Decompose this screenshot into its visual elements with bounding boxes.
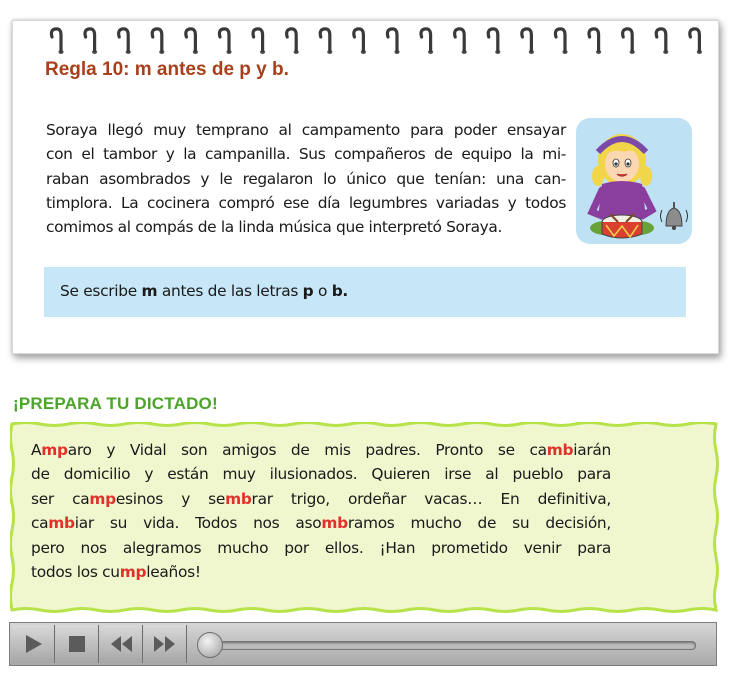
dictation-line	[31, 438, 611, 462]
rule-card	[12, 20, 719, 354]
dictation-title: ¡PREPARA TU DICTADO!	[13, 394, 218, 413]
girl-drum-illustration	[576, 118, 692, 244]
dictation-line	[31, 560, 611, 584]
dictation-line	[31, 487, 611, 511]
stop-button[interactable]	[56, 625, 99, 663]
spiral-ring	[51, 29, 63, 54]
spiral-ring	[387, 29, 399, 54]
spiral-ring	[152, 29, 164, 54]
story-line: timplora. La cocinera compró ese día legumbres variadas y todos	[46, 193, 566, 212]
highlighted-letters: mp	[41, 441, 68, 459]
spiral-binding	[47, 25, 717, 59]
rule-letter-b: b.	[331, 282, 348, 300]
spiral-ring	[119, 29, 131, 54]
highlighted-letters: mb	[546, 441, 574, 459]
spiral-ring	[219, 29, 231, 54]
spiral-ring	[589, 29, 601, 54]
spiral-ring	[287, 29, 299, 54]
rule-title: Regla 10: m antes de p y b.	[45, 59, 289, 80]
fast-forward-button[interactable]	[144, 625, 187, 663]
dictation-line	[31, 511, 611, 535]
audio-player	[9, 622, 717, 666]
rewind-icon	[108, 632, 134, 656]
dictation-text-segment: ca	[31, 514, 49, 533]
spiral-ring	[555, 29, 567, 54]
spiral-ring	[690, 29, 702, 54]
progress-knob[interactable]	[197, 632, 223, 658]
dictation-text-segment: A	[31, 441, 42, 459]
dictation-text-segment: ser ca	[31, 489, 90, 508]
rule-letter-m: m	[141, 282, 158, 300]
dictation-text-segment: esinos y se	[115, 489, 226, 508]
rule-statement	[60, 282, 348, 300]
dictation-text-segment: iar su vida. Todos nos aso	[74, 514, 322, 533]
play-button[interactable]	[12, 625, 55, 663]
spiral-ring	[455, 29, 467, 54]
spiral-ring	[522, 29, 534, 54]
dictation-text-segment: de domicilio y están muy ilusionados. Quieren irse al pueblo para	[31, 465, 611, 484]
rule-text-part: o	[313, 282, 332, 300]
spiral-ring	[85, 29, 97, 54]
dictation-text-segment: rar trigo, ordeñar vacas… En definitiva,	[251, 489, 611, 508]
spiral-ring	[656, 29, 668, 54]
story-line: con el tambor y la campanilla. Sus compañeros de equipo la mi-	[46, 145, 566, 164]
dictation-text-segment: leaños!	[146, 563, 201, 582]
rule-letter-p: p	[302, 282, 314, 300]
spiral-ring	[623, 29, 635, 54]
stop-icon	[65, 632, 89, 656]
spiral-ring	[253, 29, 265, 54]
highlighted-letters: mp	[89, 489, 116, 508]
dictation-text-segment: iarán	[573, 441, 611, 459]
highlighted-letters: mb	[48, 514, 75, 533]
rule-statement-box	[44, 267, 686, 317]
story-line: Soraya llegó muy temprano al campamento para poder ensayar	[46, 121, 566, 139]
highlighted-letters: mb	[225, 489, 252, 508]
highlighted-letters: mb	[321, 514, 348, 533]
fast-forward-icon	[152, 632, 178, 656]
dictation-text-segment: ramos mucho de su decisión,	[347, 514, 611, 533]
dictation-text-segment: pero nos alegramos mucho por ellos. ¡Han prometido venir para	[31, 538, 611, 557]
spiral-ring	[421, 29, 433, 54]
spiral-ring	[488, 29, 500, 54]
rule-text-part: antes de las letras	[157, 282, 303, 300]
rule-text-part: Se escribe	[60, 282, 142, 300]
progress-track[interactable]	[200, 641, 696, 650]
dictation-text	[31, 438, 611, 584]
dictation-text-segment: aro y Vidal son amigos de mis padres. Pronto se ca	[67, 441, 547, 459]
spiral-ring	[186, 29, 198, 54]
spiral-ring	[320, 29, 332, 54]
dictation-line	[31, 536, 611, 560]
spiral-ring	[354, 29, 366, 54]
highlighted-letters: mp	[119, 563, 147, 582]
story-line: comimos al compás de la linda música que interpretó Soraya.	[46, 218, 503, 237]
play-icon	[21, 632, 45, 656]
dictation-text-segment: todos los cu	[31, 563, 120, 582]
dictation-line	[31, 462, 611, 486]
rewind-button[interactable]	[100, 625, 143, 663]
story-line: raban asombrados y le regalaron lo único que tenían: una can-	[46, 169, 566, 188]
story-text	[46, 118, 566, 239]
